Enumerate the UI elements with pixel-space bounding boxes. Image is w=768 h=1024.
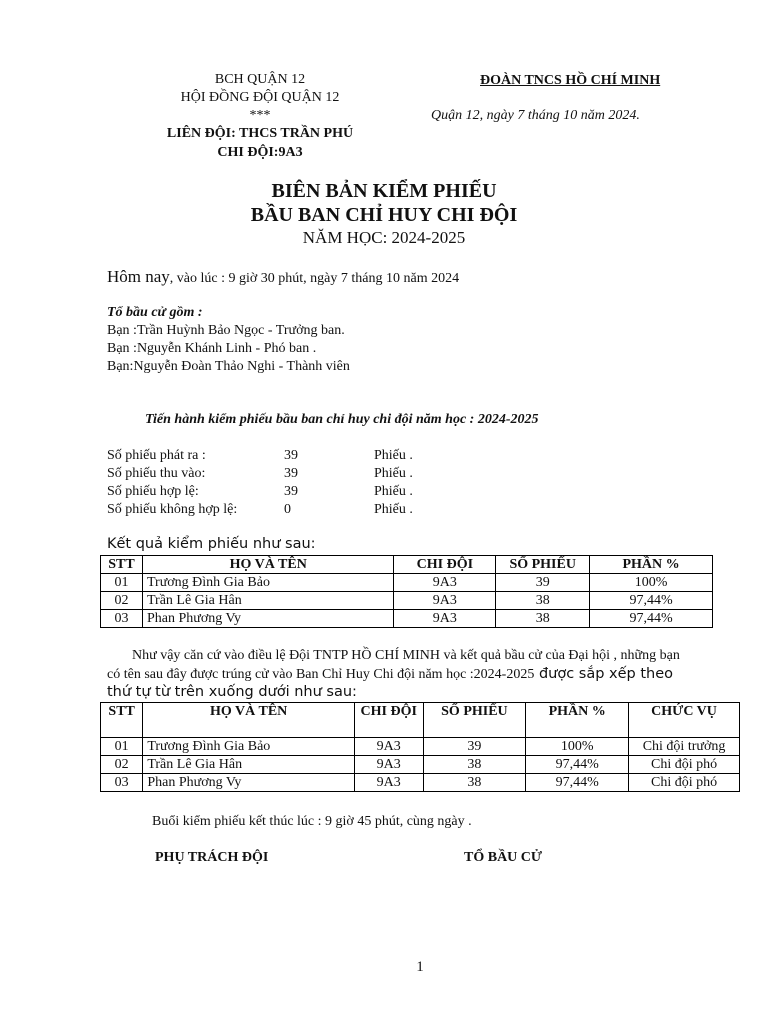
table-row — [101, 738, 740, 756]
cell-chi-doi: 9A3 — [394, 592, 496, 610]
committee-member: Bạn :Trần Huỳnh Bảo Ngọc - Trưởng ban. — [107, 323, 345, 338]
proceed-line: Tiến hành kiểm phiếu bầu ban chỉ huy chi đội năm học : 2024-2025 — [145, 412, 539, 427]
paragraph-line3: thứ tự từ trên xuống dưới như sau: — [107, 684, 357, 700]
table-row — [101, 756, 740, 774]
table-header-row — [101, 703, 740, 738]
cell-percent: 97,44% — [526, 774, 629, 792]
results-heading: Kết quả kiểm phiếu như sau: — [107, 536, 316, 552]
cell-chi-doi: 9A3 — [354, 756, 423, 774]
cell-so-phieu: 39 — [496, 574, 590, 592]
ballot-label: Số phiếu không hợp lệ: — [107, 502, 238, 517]
ballot-value: 0 — [284, 502, 291, 517]
cell-so-phieu: 38 — [423, 756, 526, 774]
document-title: BIÊN BẢN KIỂM PHIẾU — [271, 180, 497, 202]
header-percent: PHẦN % — [526, 703, 629, 738]
cell-name: Trương Đình Gia Bảo — [143, 738, 355, 756]
committee-member: Bạn :Nguyễn Khánh Linh - Phó ban . — [107, 341, 317, 356]
ballot-label: Số phiếu thu vào: — [107, 466, 206, 481]
header-so-phieu: SỐ PHIẾU — [496, 556, 590, 574]
ballot-label: Số phiếu hợp lệ: — [107, 484, 199, 499]
cell-so-phieu: 39 — [423, 738, 526, 756]
signature-left: PHỤ TRÁCH ĐỘI — [155, 850, 269, 865]
cell-so-phieu: 38 — [496, 592, 590, 610]
header-stt: STT — [101, 703, 143, 738]
header-left-line3: *** — [249, 108, 271, 123]
table-header-row — [101, 556, 713, 574]
intro-rest: , vào lúc : 9 giờ 30 phút, ngày 7 tháng 10 năm 2024 — [169, 271, 460, 286]
ballot-value: 39 — [284, 448, 298, 463]
results-table — [100, 555, 713, 628]
page-number: 1 — [416, 959, 424, 975]
header-chi-doi: CHI ĐỘI — [354, 703, 423, 738]
cell-so-phieu: 38 — [423, 774, 526, 792]
ballot-unit: Phiếu . — [374, 448, 413, 463]
header-right-line1: ĐOÀN TNCS HỒ CHÍ MINH — [480, 73, 661, 88]
cell-stt: 01 — [101, 574, 143, 592]
cell-stt: 03 — [101, 610, 143, 628]
cell-stt: 01 — [101, 738, 143, 756]
cell-stt: 03 — [101, 774, 143, 792]
table-row — [101, 774, 740, 792]
cell-percent: 97,44% — [590, 610, 713, 628]
cell-chuc-vu: Chi đội trưởng — [629, 738, 740, 756]
ballot-value: 39 — [284, 484, 298, 499]
elected-table — [100, 702, 740, 792]
table-row — [101, 610, 713, 628]
signature-right: TỔ BẦU CỬ — [464, 850, 543, 865]
cell-percent: 97,44% — [526, 756, 629, 774]
cell-percent: 100% — [590, 574, 713, 592]
cell-name: Trần Lê Gia Hân — [143, 756, 355, 774]
header-left-line4: LIÊN ĐỘI: THCS TRẦN PHÚ — [166, 126, 354, 141]
ballot-unit: Phiếu . — [374, 466, 413, 481]
header-left-line2: HỘI ĐỒNG ĐỘI QUẬN 12 — [180, 90, 340, 105]
ballot-unit: Phiếu . — [374, 484, 413, 499]
paragraph-line2-sans: được sắp xếp theo — [534, 666, 674, 682]
document-subtitle: BẦU BAN CHỈ HUY CHI ĐỘI — [250, 204, 518, 226]
ballot-label: Số phiếu phát ra : — [107, 448, 206, 463]
header-chi-doi: CHI ĐỘI — [394, 556, 496, 574]
committee-member: Bạn:Nguyễn Đoàn Thảo Nghi - Thành viên — [107, 359, 350, 374]
header-chuc-vu: CHỨC VỤ — [629, 703, 740, 738]
cell-name: Trương Đình Gia Bảo — [142, 574, 393, 592]
table-row — [101, 592, 713, 610]
ballot-unit: Phiếu . — [374, 502, 413, 517]
cell-chi-doi: 9A3 — [354, 738, 423, 756]
header-name: HỌ VÀ TÊN — [142, 556, 393, 574]
ballot-value: 39 — [284, 466, 298, 481]
header-percent: PHẦN % — [590, 556, 713, 574]
cell-so-phieu: 38 — [496, 610, 590, 628]
cell-chi-doi: 9A3 — [394, 610, 496, 628]
paragraph-line1: Như vậy căn cứ vào điều lệ Đội TNTP HỒ CHÍ MINH và kết quả bầu cử của Đại hội , những bạn — [132, 648, 680, 663]
header-so-phieu: SỐ PHIẾU — [423, 703, 526, 738]
header-left-line5: CHI ĐỘI:9A3 — [217, 145, 303, 160]
intro-hom-nay: Hôm nay — [107, 267, 170, 286]
committee-heading: Tổ bầu cử gồm : — [107, 305, 203, 320]
header-stt: STT — [101, 556, 143, 574]
paragraph-line2-serif: có tên sau đây được trúng cử vào Ban Chỉ Huy Chi đội năm học :2024-2025 — [107, 667, 535, 682]
cell-chuc-vu: Chi đội phó — [629, 774, 740, 792]
table-row — [101, 574, 713, 592]
cell-chi-doi: 9A3 — [394, 574, 496, 592]
cell-name: Phan Phương Vy — [143, 774, 355, 792]
cell-name: Phan Phương Vy — [142, 610, 393, 628]
header-left-line1: BCH QUẬN 12 — [214, 72, 306, 87]
cell-percent: 97,44% — [590, 592, 713, 610]
date-line: Quận 12, ngày 7 tháng 10 năm 2024. — [431, 108, 640, 123]
cell-stt: 02 — [101, 592, 143, 610]
cell-chi-doi: 9A3 — [354, 774, 423, 792]
cell-stt: 02 — [101, 756, 143, 774]
header-name: HỌ VÀ TÊN — [143, 703, 355, 738]
closing-line: Buổi kiểm phiếu kết thúc lúc : 9 giờ 45 phút, cùng ngày . — [152, 814, 472, 829]
school-year: NĂM HỌC: 2024-2025 — [302, 228, 466, 247]
cell-name: Trần Lê Gia Hân — [142, 592, 393, 610]
intro-line — [107, 267, 459, 287]
paragraph-line2 — [107, 666, 673, 683]
cell-percent: 100% — [526, 738, 629, 756]
cell-chuc-vu: Chi đội phó — [629, 756, 740, 774]
